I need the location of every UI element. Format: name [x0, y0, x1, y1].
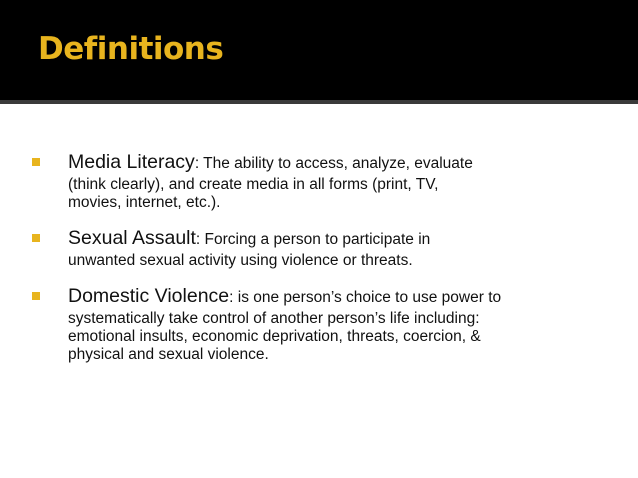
definition-first-line	[68, 150, 608, 176]
definition-continuation: systematically take control of another person’s life including:	[68, 310, 480, 327]
square-bullet-icon	[32, 158, 40, 166]
definition-continuation: physical and sexual violence.	[68, 346, 269, 363]
title-divider	[0, 100, 638, 104]
definition-term: Domestic Violence	[68, 285, 230, 307]
definition-first-line	[68, 284, 608, 310]
definition-text: : The ability to access, analyze, evaluate	[194, 155, 473, 172]
definition-first-line	[68, 226, 608, 252]
square-bullet-icon	[32, 292, 40, 300]
definition-continuation: unwanted sexual activity using violence or threats.	[68, 252, 413, 269]
definition-item-media-literacy	[28, 150, 608, 212]
slide-title: Definitions	[38, 31, 224, 67]
definition-item-sexual-assault	[28, 226, 608, 270]
definition-term: Media Literacy	[68, 151, 195, 173]
definition-continuation: (think clearly), and create media in all forms (print, TV,	[68, 176, 439, 193]
definition-item-domestic-violence	[28, 284, 608, 364]
definition-term: Sexual Assault	[68, 227, 196, 249]
definitions-list	[28, 150, 608, 364]
definition-text: : is one person’s choice to use power to	[229, 289, 502, 306]
definition-continuation: movies, internet, etc.).	[68, 194, 221, 211]
definition-continuation: emotional insults, economic deprivation, threats, coercion, &	[68, 328, 481, 345]
definition-text: : Forcing a person to participate in	[195, 231, 431, 248]
square-bullet-icon	[32, 234, 40, 242]
